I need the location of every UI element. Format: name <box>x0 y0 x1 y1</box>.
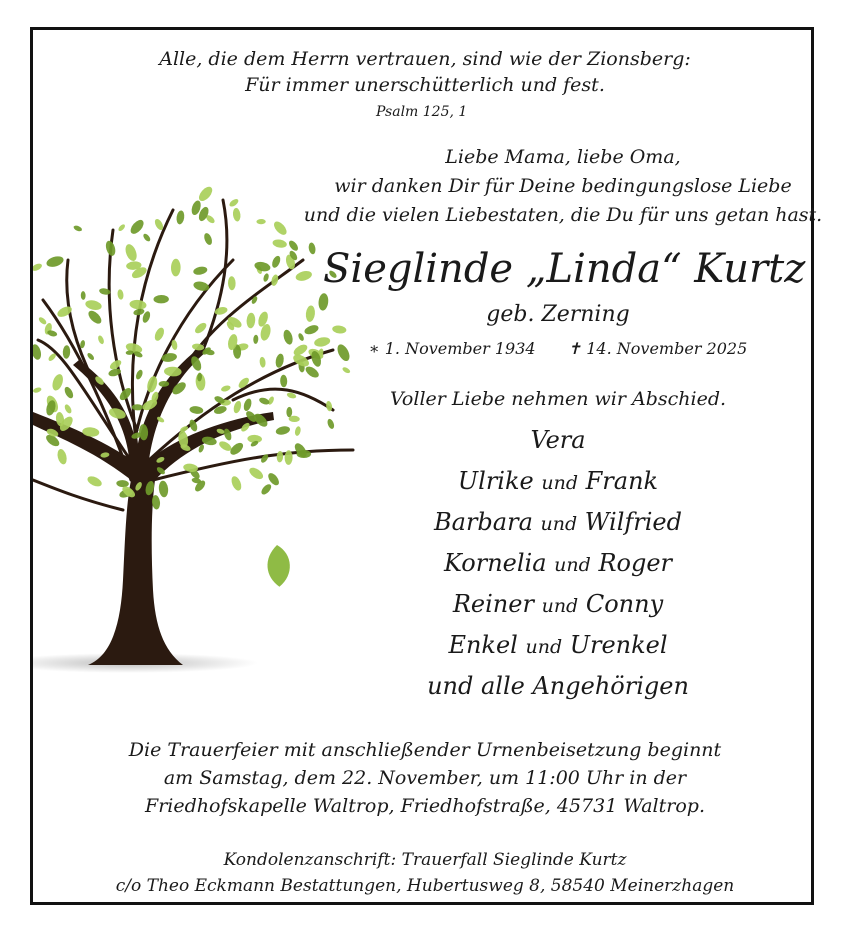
farewell-text: Voller Liebe nehmen wir Abschied. <box>389 388 727 410</box>
dedication-line-2: wir danken Dir für Deine bedingungslose Liebe <box>334 175 792 197</box>
mourner-single: Vera <box>530 426 586 454</box>
mourners-list <box>323 420 793 707</box>
obituary-frame <box>30 27 823 905</box>
mourner-second: Frank <box>585 467 659 495</box>
mourner-pair <box>323 461 793 502</box>
ceremony-line-3: Friedhofskapelle Waltrop, Friedhofstraße, 45731 Waltrop. <box>145 795 705 817</box>
dedication-line-1: Liebe Mama, liebe Oma, <box>445 146 681 168</box>
condolence-line-2: c/o Theo Eckmann Bestattungen, Hubertusweg 8, 58540 Meinerzhagen <box>115 876 735 896</box>
ceremony-line-2: am Samstag, dem 22. November, um 11:00 Uhr in der <box>163 767 687 789</box>
deceased-name: Sieglinde „Linda“ Kurtz <box>323 246 806 292</box>
life-dates <box>323 339 793 358</box>
mourner-second: Conny <box>585 590 664 618</box>
maiden-name: geb. Zerning <box>486 302 630 327</box>
mourner-pair <box>323 625 793 666</box>
dedication <box>293 143 833 230</box>
condolence-address <box>33 847 817 899</box>
mourner-connector: und <box>541 472 578 494</box>
birth-date: 1. November 1934 <box>384 339 536 358</box>
tree-illustration <box>33 150 373 690</box>
dedication-line-3: und die vielen Liebestaten, die Du für uns getan hast. <box>303 204 823 226</box>
mourner-closing: und alle Angehörigen <box>427 672 689 700</box>
mourner-first: Kornelia <box>443 549 547 577</box>
mourner-pair <box>323 502 793 543</box>
death-cross-icon: ✝ <box>567 339 582 358</box>
verse-line-2: Für immer unerschütterlich und fest. <box>245 74 605 96</box>
death-date: 14. November 2025 <box>586 339 748 358</box>
bible-verse <box>33 46 817 98</box>
mourner-first: Reiner <box>452 590 534 618</box>
ceremony-line-1: Die Trauerfeier mit anschließender Urnenbeisetzung beginnt <box>128 739 722 761</box>
ceremony-info <box>33 736 817 820</box>
birth-star-icon: ∗ <box>368 339 380 358</box>
mourner-connector: und <box>554 554 591 576</box>
condolence-line-1: Kondolenzanschrift: Trauerfall Sieglinde Kurtz <box>223 850 627 870</box>
verse-line-1: Alle, die dem Herrn vertrauen, sind wie der Zionsberg: <box>159 48 691 70</box>
mourner-second: Wilfried <box>584 508 682 536</box>
mourner-second: Roger <box>598 549 672 577</box>
falling-leaf <box>261 543 297 589</box>
mourner-first: Ulrike <box>457 467 534 495</box>
mourner-connector: und <box>525 636 563 658</box>
mourner-pair <box>323 584 793 625</box>
mourner-connector: und <box>541 595 579 617</box>
verse-source: Psalm 125, 1 <box>376 104 468 120</box>
mourner-first: Enkel <box>448 631 518 659</box>
mourner-first: Barbara <box>434 508 533 536</box>
mourner-pair <box>323 543 793 584</box>
mourner-second: Urenkel <box>569 631 668 659</box>
mourner-connector: und <box>540 513 578 535</box>
tree-leaves <box>33 184 352 509</box>
